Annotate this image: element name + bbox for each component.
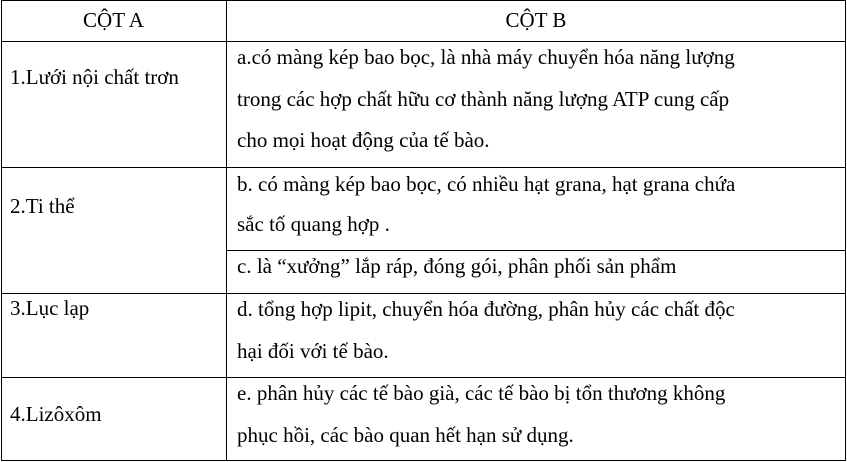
row-4-column-b-line-1: e. phân hủy các tế bào già, các tế bào bị tổn thương không	[237, 381, 726, 405]
row-1-column-a: 1.Lưới nội chất trơn	[10, 65, 179, 89]
column-a-header: CỘT A	[83, 8, 144, 32]
table-border-bottom	[1, 460, 846, 461]
table-border-right	[845, 0, 846, 461]
row-3-column-b-line-1: d. tổng hợp lipit, chuyển hóa đường, phân hủy các chất độc	[237, 297, 735, 321]
column-b-header: CỘT B	[505, 8, 567, 32]
table-border-top	[1, 0, 846, 1]
row-1-column-b-line-2: trong các hợp chất hữu cơ thành năng lượng ATP cung cấp	[237, 87, 730, 111]
row-4-column-b-line-2: phục hồi, các bào quan hết hạn sử dụng.	[237, 423, 574, 447]
row-4-column-a: 4.Lizôxôm	[10, 402, 102, 426]
row-2b-column-b-line-1: c. là “xưởng” lắp ráp, đóng gói, phân phối sản phẩm	[237, 254, 677, 278]
table-border-left	[1, 0, 2, 461]
row-2-column-b-line-1: b. có màng kép bao bọc, có nhiều hạt grana, hạt grana chứa	[237, 172, 736, 196]
row-3-column-b-line-2: hại đối với tế bào.	[237, 339, 389, 363]
matching-table	[1, 0, 846, 461]
row-1-column-b-line-3: cho mọi hoạt động của tế bào.	[237, 128, 490, 152]
row-2-column-a: 2.Ti thể	[10, 194, 75, 218]
row-2-column-b-line-2: sắc tố quang hợp .	[237, 212, 390, 236]
row-1-column-b-line-1: a.có màng kép bao bọc, là nhà máy chuyển hóa năng lượng	[237, 45, 735, 69]
table-border-middle	[226, 0, 227, 461]
row-3-column-a: 3.Lục lạp	[10, 296, 90, 320]
